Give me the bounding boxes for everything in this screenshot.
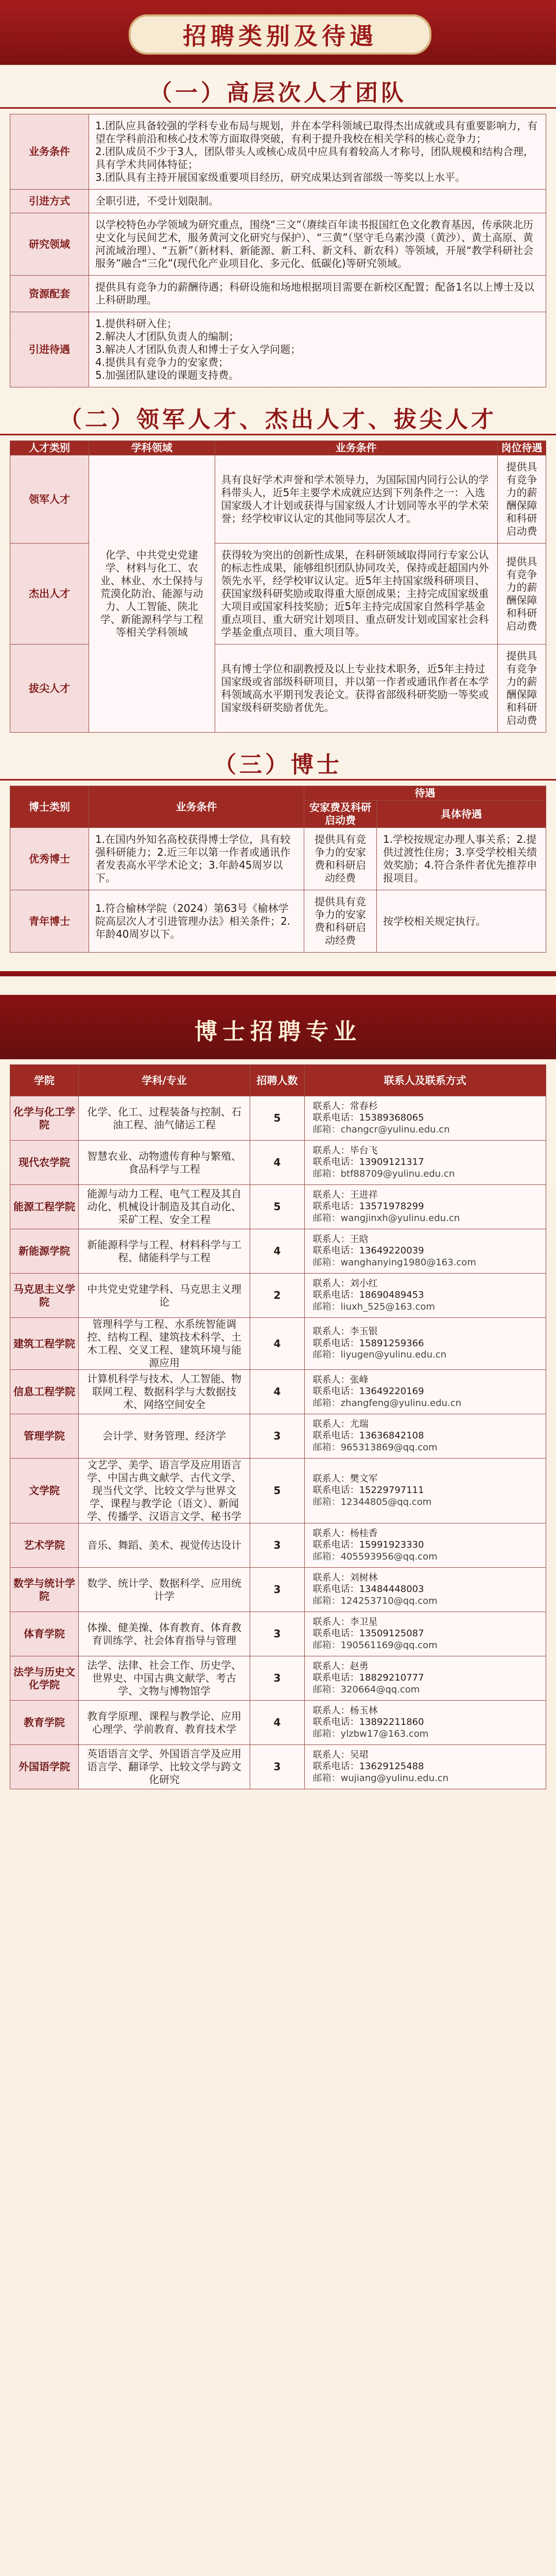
contact-name: 联系人：毕台飞 xyxy=(312,1145,378,1156)
contact-phone: 联系电话：15991923330 xyxy=(312,1539,424,1551)
leader-benefit: 提供具有竞争力的薪酬保障和科研启动费 xyxy=(497,645,546,733)
majors-row xyxy=(10,1274,546,1318)
leader-conditions: 具有博士学位和副教授及以上专业技术职务，近5年主持过国家级或省部级科研项目，并以第一作者或通讯作者在本学科领域高水平期刊发表论文。获得省部级科研奖励一等奖或国家级科研奖励者优先。 xyxy=(215,645,497,733)
college-name: 外国语学院 xyxy=(10,1745,79,1789)
discipline-list: 体操、健美操、体育教育、体育教育训练学、社会体育指导与管理 xyxy=(79,1612,250,1656)
contact-info xyxy=(304,1459,546,1523)
majors-row xyxy=(10,1141,546,1185)
contact-phone: 联系电话：15891259366 xyxy=(312,1337,424,1349)
recruitment-count: 4 xyxy=(250,1370,305,1414)
leader-header-cell: 岗位待遇 xyxy=(497,441,546,455)
doctor-category: 优秀博士 xyxy=(10,828,89,890)
college-name: 文学院 xyxy=(10,1459,79,1523)
doctor-rule xyxy=(0,779,556,781)
recruitment-count: 3 xyxy=(250,1568,305,1612)
contact-info xyxy=(304,1318,546,1370)
contact-info xyxy=(304,1185,546,1229)
majors-row xyxy=(10,1701,546,1745)
discipline-list: 教育学原理、课程与教学论、应用心理学、学前教育、教育技术学 xyxy=(79,1701,250,1745)
recruitment-count: 5 xyxy=(250,1096,305,1141)
contact-name: 联系人：李玉银 xyxy=(312,1326,378,1337)
discipline-list: 智慧农业、动物遗传育种与繁殖、食品科学与工程 xyxy=(79,1141,250,1185)
contact-name: 联系人：李卫星 xyxy=(312,1616,378,1628)
college-name: 管理学院 xyxy=(10,1414,79,1459)
team-line: 1.提供科研入住； xyxy=(95,317,178,330)
doctor-header-benefits: 待遇 xyxy=(304,786,546,801)
majors-row xyxy=(10,1459,546,1523)
contact-name: 联系人：刘树林 xyxy=(312,1572,378,1583)
college-name: 数学与统计学院 xyxy=(10,1568,79,1612)
discipline-list: 能源与动力工程、电气工程及其自动化、机械设计制造及其自动化、采矿工程、安全工程 xyxy=(79,1185,250,1229)
discipline-list: 管理科学与工程、水系统智能调控、结构工程、建筑技术科学、土木工程、交叉工程、建筑环境与能源应用 xyxy=(79,1318,250,1370)
team-text xyxy=(89,276,546,312)
discipline-list: 文艺学、美学、语言学及应用语言学、中国古典文献学、古代文学、现当代文学、比较文学与世界文学、课程与教学论（语文）、新闻学、传播学、汉语言文学、秘书学 xyxy=(79,1459,250,1523)
leader-conditions: 具有良好学术声誉和学术领导力，为国际国内同行公认的学科带头人，近5年主要学术成就应达到下列条件之一：入选国家级人才计划或获得与国家级人才计划同等水平的学术荣誉；经学校审议认定的其他同等层次人才。 xyxy=(215,455,497,544)
contact-phone: 联系电话：13571978299 xyxy=(312,1201,424,1212)
college-name: 马克思主义学院 xyxy=(10,1274,79,1318)
majors-row xyxy=(10,1096,546,1141)
doctor-fee: 提供具有竞争力的安家费和科研启动经费 xyxy=(304,890,377,953)
majors-row xyxy=(10,1318,546,1370)
contact-email: 邮箱：wujiang@yulinu.edu.cn xyxy=(312,1772,449,1784)
doctor-conditions: 1.符合榆林学院（2024）第63号《榆林学院高层次人才引进管理办法》相关条件；2.年龄40周岁以下。 xyxy=(89,890,304,953)
college-name: 艺术学院 xyxy=(10,1523,79,1568)
majors-header-cell: 联系人及联系方式 xyxy=(304,1065,546,1096)
contact-phone: 联系电话：18829210777 xyxy=(312,1672,424,1684)
contact-phone: 联系电话：15389368065 xyxy=(312,1112,424,1124)
contact-email: 邮箱：124253710@qq.com xyxy=(312,1595,438,1606)
contact-name: 联系人：尤瑞 xyxy=(312,1418,369,1430)
team-line: 3.解决人才团队负责人和博士子女入学问题； xyxy=(95,343,301,355)
recruitment-count: 4 xyxy=(250,1318,305,1370)
recruitment-count: 4 xyxy=(250,1701,305,1745)
majors-row xyxy=(10,1612,546,1656)
recruitment-count: 4 xyxy=(250,1229,305,1274)
team-line: 2.团队成员不少于3人，团队带头人或核心成员中应具有着较高人才称号，团队规模和结构合理，具有学术共同体特征； xyxy=(95,145,534,171)
contact-phone: 联系电话：13649220039 xyxy=(312,1245,424,1257)
doctor-conditions: 1.在国内外知名高校获得博士学位，具有较强科研能力；2.近三年以第一作者或通讯作者发表高水平学术论文；3.年龄45周岁以下。 xyxy=(89,828,304,890)
team-text xyxy=(89,190,546,213)
team-row xyxy=(10,276,546,312)
contact-name: 联系人：吴珺 xyxy=(312,1749,369,1760)
contact-name: 联系人：赵勇 xyxy=(312,1660,369,1672)
doctor-benefit: 按学校相关规定执行。 xyxy=(376,890,546,953)
team-text xyxy=(89,114,546,190)
majors-row xyxy=(10,1656,546,1701)
contact-name: 联系人：杨桂香 xyxy=(312,1528,378,1539)
leader-header-cell: 业务条件 xyxy=(215,441,497,455)
contact-email: 邮箱：changcr@yulinu.edu.cn xyxy=(312,1124,450,1135)
majors-row xyxy=(10,1523,546,1568)
contact-email: 邮箱：liyugen@yulinu.edu.cn xyxy=(312,1349,447,1361)
team-row xyxy=(10,213,546,276)
doctor-table xyxy=(10,786,546,953)
discipline-list: 化学、化工、过程装备与控制、石油工程、油气储运工程 xyxy=(79,1096,250,1141)
contact-email: 邮箱：zhangfeng@yulinu.edu.cn xyxy=(312,1397,462,1409)
leader-conditions: 获得较为突出的创新性成果，在科研领域取得同行专家公认的标志性成果，能够组织团队协同攻关，保持或赶超国内外领先水平，经学校审议认定。近5年主持国家级科研项目、获国家级科研奖励或取得重大原创成果；主持完成国家级重大项目或国家科技奖励；近5年主持完成国家自然科学基金重点项目、重大研究计划项目、重点研发计划或国家社会科学基金重点项目、重大项目等。 xyxy=(215,544,497,645)
leader-category: 领军人才 xyxy=(10,455,89,544)
majors-row xyxy=(10,1185,546,1229)
leader-header-cell: 人才类别 xyxy=(10,441,89,455)
red-divider xyxy=(0,971,556,976)
contact-email: 邮箱：320664@qq.com xyxy=(312,1684,420,1695)
team-row xyxy=(10,190,546,213)
college-name: 建筑工程学院 xyxy=(10,1318,79,1370)
majors-header-cell: 学院 xyxy=(10,1065,79,1096)
contact-name: 联系人：常春杉 xyxy=(312,1100,378,1112)
contact-email: 邮箱：wanghanying1980@163.com xyxy=(312,1257,476,1268)
leader-section-title: （二）领军人才、杰出人才、拔尖人才 xyxy=(59,406,497,433)
contact-name: 联系人：王晗 xyxy=(312,1233,369,1245)
leader-benefit: 提供具有竞争力的薪酬保障和科研启动费 xyxy=(497,544,546,645)
doctor-header-row xyxy=(10,786,546,801)
team-line: 4.提供具有竞争力的安家费； xyxy=(95,356,229,368)
majors-row xyxy=(10,1568,546,1612)
team-line: 5.加强团队建设的课题支持费。 xyxy=(95,369,239,381)
recruitment-count: 3 xyxy=(250,1612,305,1656)
contact-info xyxy=(304,1656,546,1701)
contact-phone: 联系电话：13909121317 xyxy=(312,1157,424,1168)
majors-title: 博士招聘专业 xyxy=(195,1019,361,1045)
recruitment-count: 3 xyxy=(250,1523,305,1568)
contact-name: 联系人：张峰 xyxy=(312,1374,369,1385)
team-label: 引进方式 xyxy=(10,190,89,213)
contact-info xyxy=(304,1701,546,1745)
discipline-list: 计算机科学与技术、人工智能、物联网工程、数据科学与大数据技术、网络空间安全 xyxy=(79,1370,250,1414)
majors-header-cell: 学科/专业 xyxy=(79,1065,250,1096)
college-name: 能源工程学院 xyxy=(10,1185,79,1229)
contact-info xyxy=(304,1141,546,1185)
contact-phone: 联系电话：15229797111 xyxy=(312,1485,424,1496)
majors-row xyxy=(10,1414,546,1459)
contact-phone: 联系电话：13649220169 xyxy=(312,1386,424,1397)
contact-info xyxy=(304,1274,546,1318)
discipline-list: 法学、法律、社会工作、历史学、世界史、中国古典文献学、考古学、文物与博物馆学 xyxy=(79,1656,250,1701)
doctor-row xyxy=(10,828,546,890)
contact-info xyxy=(304,1523,546,1568)
college-name: 新能源学院 xyxy=(10,1229,79,1274)
team-label: 业务条件 xyxy=(10,114,89,190)
recruitment-count: 3 xyxy=(250,1745,305,1789)
team-table xyxy=(10,114,546,387)
college-name: 化学与化工学院 xyxy=(10,1096,79,1141)
recruitment-count: 3 xyxy=(250,1414,305,1459)
contact-phone: 联系电话：13636842108 xyxy=(312,1430,424,1442)
contact-phone: 联系电话：13484448003 xyxy=(312,1584,424,1595)
recruitment-count: 5 xyxy=(250,1185,305,1229)
top-banner xyxy=(0,0,556,65)
team-line: 2.解决人才团队负责人的编制； xyxy=(95,330,239,343)
discipline-list: 数学、统计学、数据科学、应用统计学 xyxy=(79,1568,250,1612)
college-name: 信息工程学院 xyxy=(10,1370,79,1414)
team-section-title: （一）高层次人才团队 xyxy=(149,80,407,106)
contact-info xyxy=(304,1612,546,1656)
doctor-row xyxy=(10,890,546,953)
team-line: 3.团队具有主持开展国家级重要项目经历，研究成果达到省部级一等奖以上水平。 xyxy=(95,171,466,183)
leader-benefit: 提供具有竞争力的薪酬保障和科研启动费 xyxy=(497,455,546,544)
team-row xyxy=(10,114,546,190)
doctor-fee: 提供具有竞争力的安家费和科研启动经费 xyxy=(304,828,377,890)
contact-name: 联系人：刘小红 xyxy=(312,1278,378,1289)
discipline-list: 会计学、财务管理、经济学 xyxy=(79,1414,250,1459)
team-text xyxy=(89,312,546,387)
team-label: 研究领域 xyxy=(10,213,89,276)
team-line: 全职引进，不受计划限制。 xyxy=(95,195,219,207)
leader-table xyxy=(10,440,546,733)
majors-table xyxy=(10,1064,546,1789)
discipline-list: 英语语言文学、外国语言学及应用语言学、翻译学、比较文学与跨文化研究 xyxy=(79,1745,250,1789)
majors-row xyxy=(10,1745,546,1789)
majors-banner xyxy=(0,995,556,1059)
team-line: 1.团队应具备较强的学科专业布局与规划，并在本学科领域已取得杰出成就或具有重要影响力，有望在学科前沿和核心技术等方面取得突破，有利于提升我校在相关学科的核心竞争力； xyxy=(95,120,538,145)
discipline-list: 音乐、舞蹈、美术、视觉传达设计 xyxy=(79,1523,250,1568)
recruitment-count: 3 xyxy=(250,1656,305,1701)
banner-title: 招聘类别及待遇 xyxy=(129,14,431,55)
contact-info xyxy=(304,1568,546,1612)
discipline-list: 中共党史党建学科、马克思主义理论 xyxy=(79,1274,250,1318)
contact-phone: 联系电话：13629125488 xyxy=(312,1761,424,1772)
contact-email: 邮箱：ylzbw17@163.com xyxy=(312,1728,429,1739)
team-label: 引进待遇 xyxy=(10,312,89,387)
contact-email: 邮箱：btf88709@yulinu.edu.cn xyxy=(312,1168,455,1179)
recruitment-count: 4 xyxy=(250,1141,305,1185)
contact-name: 联系人：樊文军 xyxy=(312,1473,378,1484)
college-name: 现代农学院 xyxy=(10,1141,79,1185)
contact-phone: 联系电话：18690489453 xyxy=(312,1290,424,1301)
team-row xyxy=(10,312,546,387)
leader-category: 杰出人才 xyxy=(10,544,89,645)
contact-info xyxy=(304,1096,546,1141)
contact-name: 联系人：王进祥 xyxy=(312,1189,378,1200)
leader-header-row xyxy=(10,441,546,455)
team-line: 以学校特色办学领域为研究重点，围绕“三文”（赓续百年读书报国红色文化教育基因，传承陕北历史文化与民间艺术，服务黄河文化研究与保护）、“三黄”（坚守毛乌素沙漠（黄沙）、黄土高原、黄河流域治理）、“五新”（新材料、新能源、新工科、新文科、新农科）等领域，开展“教学科研社会服务”融合“三化”(现代化产业项目化、多元化、低碳化)等研究领域。 xyxy=(95,218,534,269)
college-name: 体育学院 xyxy=(10,1612,79,1656)
contact-email: 邮箱：12344805@qq.com xyxy=(312,1496,432,1507)
team-label: 资源配套 xyxy=(10,276,89,312)
contact-email: 邮箱：965313869@qq.com xyxy=(312,1442,438,1453)
contact-email: 邮箱：liuxh_525@163.com xyxy=(312,1301,435,1312)
doctor-category: 青年博士 xyxy=(10,890,89,953)
contact-phone: 联系电话：13892211860 xyxy=(312,1717,424,1728)
contact-name: 联系人：杨玉林 xyxy=(312,1705,378,1716)
majors-header-cell: 招聘人数 xyxy=(250,1065,305,1096)
doctor-subheader-cell: 具体待遇 xyxy=(376,801,546,828)
contact-email: 邮箱：190561169@qq.com xyxy=(312,1639,438,1651)
contact-info xyxy=(304,1745,546,1789)
majors-row xyxy=(10,1370,546,1414)
leader-discipline: 化学、中共党史党建学、材料与化工、农业、林业、水土保持与荒漠化防治、能源与动力、人工智能、陕北学、新能源科学与工程等相关学科领域 xyxy=(89,455,215,733)
contact-info xyxy=(304,1229,546,1274)
college-name: 法学与历史文化学院 xyxy=(10,1656,79,1701)
team-rule xyxy=(0,107,556,109)
contact-email: 邮箱：405593956@qq.com xyxy=(312,1551,438,1562)
leader-rule xyxy=(0,434,556,435)
leader-header-cell: 学科领域 xyxy=(89,441,215,455)
team-text xyxy=(89,213,546,276)
recruitment-count: 5 xyxy=(250,1459,305,1523)
contact-email: 邮箱：wangjinxh@yulinu.edu.cn xyxy=(312,1212,460,1224)
doctor-benefit: 1.学校按规定办理人事关系；2.提供过渡性住房；3.享受学校相关绩效奖励；4.符合条件者优先推荐申报项目。 xyxy=(376,828,546,890)
discipline-list: 新能源科学与工程、材料科学与工程、储能科学与工程 xyxy=(79,1229,250,1274)
majors-row xyxy=(10,1229,546,1274)
contact-info xyxy=(304,1370,546,1414)
leader-category: 拔尖人才 xyxy=(10,645,89,733)
team-line: 提供具有竞争力的薪酬待遇；科研设施和场地根据项目需要在新校区配置；配备1名以上博士及以上科研助理。 xyxy=(95,281,534,306)
doctor-subheader-cell: 安家费及科研启动费 xyxy=(304,801,377,828)
leader-row xyxy=(10,455,546,544)
contact-phone: 联系电话：13509125087 xyxy=(312,1628,424,1639)
recruitment-count: 2 xyxy=(250,1274,305,1318)
doctor-header-conditions: 业务条件 xyxy=(89,786,304,828)
doctor-header-category: 博士类别 xyxy=(10,786,89,828)
college-name: 教育学院 xyxy=(10,1701,79,1745)
doctor-section-title: （三）博士 xyxy=(214,752,342,778)
majors-header-row xyxy=(10,1065,546,1096)
contact-info xyxy=(304,1414,546,1459)
